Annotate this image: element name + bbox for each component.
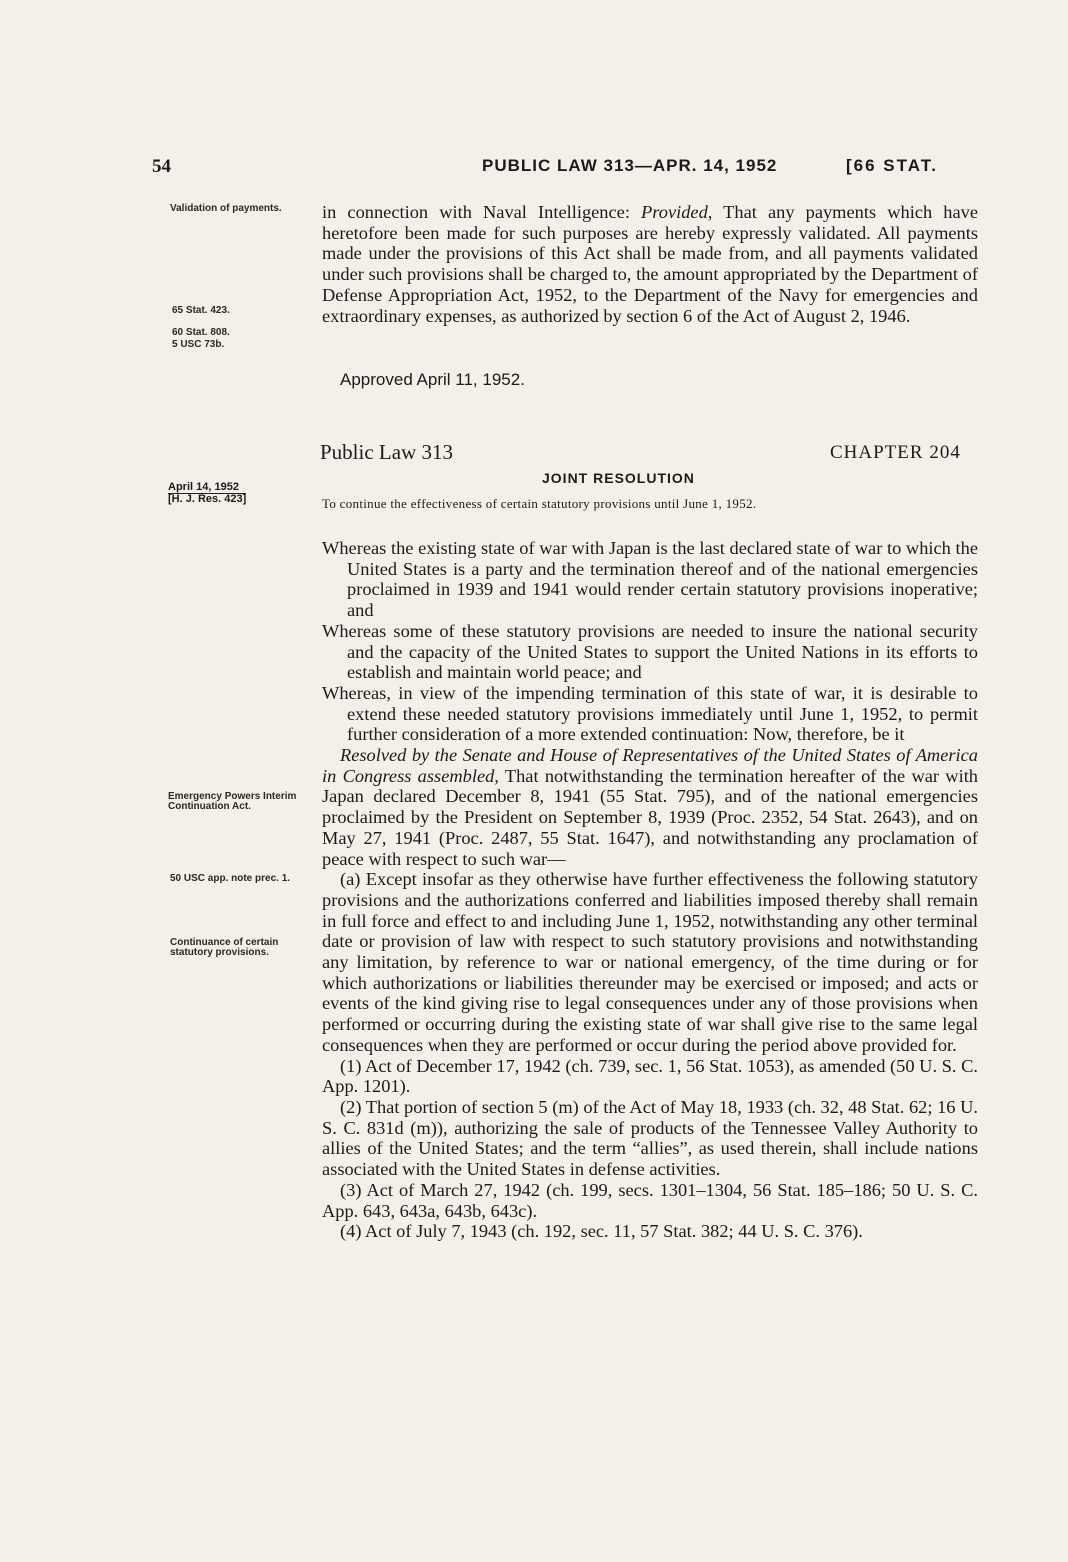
chapter-number: CHAPTER 204 bbox=[830, 442, 961, 463]
approval-line: Approved April 11, 1952. bbox=[340, 370, 525, 389]
margin-note-validation: Validation of payments. bbox=[170, 203, 282, 214]
closing-rest: That any payments which have heretofore been made for such purposes are hereby expressly validated. All payments made under the provisions of this Act shall be made from, and all payments validated under such provisions shall be charged to, the amount appropriated by the Department of Defense Appropriation Act, 1952, to the Department of the Navy for emergencies and extraordinary expenses, as authorized by section 6 of the Act of August 2, 1946. bbox=[322, 202, 978, 326]
statutory-item: (3) Act of March 27, 1942 (ch. 199, secs. 1301–1304, 56 Stat. 185–186; 50 U. S. C. App. 643, 643a, 643b, 643c). bbox=[322, 1179, 978, 1221]
running-title: PUBLIC LAW 313—APR. 14, 1952 bbox=[482, 156, 778, 175]
whereas-clause: Whereas, in view of the impending termination of this state of war, it is desirable to extend these needed statutory provisions immediately until June 1, 1952, to permit further consideration of a more extended continuation: Now, therefore, be it bbox=[322, 682, 978, 745]
paragraph-a: (a) Except insofar as they otherwise have further effectiveness the following statutory provisions and the authorizations conferred and liabilities imposed thereby shall remain in full force and effect to and including June 1, 1952, notwithstanding any other terminal date or provision of law with respect to such statutory provisions and notwithstanding any limitation, by reference to war or national emergency, of the time during or for which authorizations or liabilities thereunder may be exercised or imposed; and acts or events of the kind giving rise to legal consequences under any of those provisions when performed or occurring during the existing state of war shall give rise to the same legal consequences when they are performed or occur during the period above provided for. bbox=[322, 869, 978, 1055]
margin-note-usc-73b: 5 USC 73b. bbox=[172, 339, 225, 350]
whereas-clause: Whereas some of these statutory provisions are needed to insure the national security and the capacity of the United States to support the United Nations in its efforts to establish and maintain world peace; and bbox=[322, 620, 978, 683]
volume-reference: [66 STAT. bbox=[846, 156, 938, 175]
closing-lead: in connection with Naval Intelligence: bbox=[322, 202, 642, 222]
bill-number: [H. J. Res. 423] bbox=[168, 493, 247, 505]
statutory-item: (2) That portion of section 5 (m) of the Act of May 18, 1933 (ch. 32, 48 Stat. 62; 16 U. S. C. 831d (m)), authorizing the sale of products of the Tennessee Valley Authority to allies of the United States; and the term “allies”, as used therein, shall include nations associated with the United States in defense activities. bbox=[322, 1096, 978, 1180]
margin-note-stat-423: 65 Stat. 423. bbox=[172, 305, 230, 316]
joint-resolution-heading: JOINT RESOLUTION bbox=[542, 470, 695, 486]
margin-note-stat-808: 60 Stat. 808. bbox=[172, 327, 230, 338]
statutory-item: (1) Act of December 17, 1942 (ch. 739, sec. 1, 56 Stat. 1053), as amended (50 U. S. C. App. 1201). bbox=[322, 1055, 978, 1097]
enactment-date: April 14, 1952 bbox=[168, 481, 239, 493]
resolution-subtitle: To continue the effectiveness of certain statutory provisions until June 1, 1952. bbox=[322, 496, 757, 511]
margin-note-continuance: Continuance of certain statutory provisions. bbox=[170, 937, 279, 958]
margin-note-usc-app: 50 USC app. note prec. 1. bbox=[170, 873, 291, 884]
statutory-item: (4) Act of July 7, 1943 (ch. 192, sec. 11, 57 Stat. 382; 44 U. S. C. 376). bbox=[340, 1221, 863, 1242]
margin-note-enactment bbox=[168, 482, 246, 505]
page-number: 54 bbox=[152, 156, 171, 177]
margin-note-emergency-powers: Emergency Powers Interim Continuation Act. bbox=[168, 791, 297, 812]
resolution-body bbox=[322, 538, 978, 1242]
resolved-rest: That notwithstanding the termination hereafter of the war with Japan declared December 8, 1941 (55 Stat. 795), and of the national emergencies proclaimed by the President on September 8, 1939 (Proc. 2352, 54 Stat. 2643), and on May 27, 1941 (Proc. 2487, 55 Stat. 1647), and notwithstanding any proclamation of peace with respect to such war— bbox=[322, 765, 978, 869]
resolved-italic: Resolved by the Senate and House of Representatives of the United States of America in Congress assembled, bbox=[322, 745, 978, 786]
whereas-clause: Whereas the existing state of war with Japan is the last declared state of war to which the United States is a party and the termination thereof and of the national emergencies proclaimed in 1939 and 1941 would render certain statutory provisions inoperative; and bbox=[322, 538, 978, 621]
closing-paragraph bbox=[322, 202, 978, 326]
resolving-clause bbox=[322, 745, 978, 869]
public-law-title: Public Law 313 bbox=[320, 440, 453, 464]
provided-italic: Provided, bbox=[641, 202, 713, 222]
